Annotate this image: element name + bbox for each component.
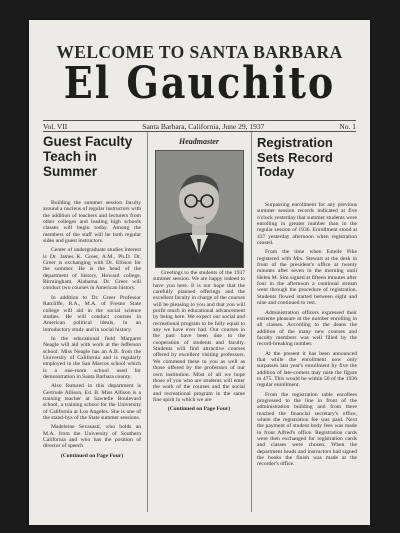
- left-paragraph: Madeleine Sevasasti, who holds an M.A. from the University of Southern California and who has the position of director of speech: [43, 424, 141, 450]
- left-headline: Guest Faculty Teach in Summer: [43, 134, 133, 179]
- volume-label: Vol. VII: [43, 122, 68, 131]
- right-headline: Registration Sets Record Today: [257, 135, 333, 179]
- left-paragraph: Building the summer session faculty around a nucleus of regular instructors with the addition of teachers and lecturers from other colleges and leading high schools classes will begin today. Among the members of the staff will be both regular sides and guest instructors.: [43, 200, 141, 245]
- right-paragraph: From the time when Estelle Pike registered with Mrs. Stewart at the desk in front of the president's office at twenty minutes after seven in the morning until Helen M. Sim signed at fifteen minutes after four in the afternoon a continual stream went through the procedure of registration. Students flowed started between eight and nine and continued to rest.: [257, 249, 357, 307]
- masthead-rule-top: [43, 120, 356, 121]
- masthead-title: El Gauchito: [63, 56, 336, 109]
- column-divider-left: [147, 132, 148, 512]
- issue-number: No. 1: [339, 122, 356, 131]
- right-paragraph: Administration officers expressed their extreme pleasure at the number enrolling in all classes. According to the deans the addition of the many new courses and faculty members was well filled by the record-breaking number.: [257, 309, 357, 348]
- right-paragraph: At the present it has been announced that while the enrollment now only surpasses last year's enrollment by five the addition of late-comers may raise the figure to 475. This would be within 50 of the 1936 regular enrollment.: [257, 350, 357, 389]
- portrait-image: [156, 151, 243, 267]
- left-paragraph: In the educational field Margaret Neagle will aid with work at the Jefferson school. Miss Neagle has an A.B. from the University of California and is regularly employed in the San Marcos school which is a one-room school used for demonstration in Santa Barbara county.: [43, 335, 141, 380]
- column-divider-right: [251, 132, 252, 512]
- dateline: [43, 122, 356, 131]
- middle-continued-note: (Continued on Page Four): [167, 406, 231, 413]
- welcome-banner: WELCOME TO SANTA BARBARA: [56, 42, 343, 62]
- newspaper-page: [29, 20, 370, 525]
- location-date: Santa Barbara, California, June 29, 1937: [142, 122, 265, 131]
- middle-paragraph: Greetings to the students of the 1937 summer session. We are happy indeed to have you here. It is our hope that the carefully planned offerings and the excellent faculty in charge of the courses will be pleasing to you and that you will profit much in educational advancement by being here. We expect our social and recreational program to be fully equal to any we have ever had. Our courses in the past have been due to the cooperation of students and faculty. Students will find attractive courses offered by excellent visiting professors. We commend these to you as well as those offered by the professors of our own institution. Most of all we hope those of you who are students will enter the work of the courses and the social and recreational program in the same fine spirit in which we are: [153, 270, 245, 403]
- left-article: [43, 200, 141, 462]
- left-paragraph: Center of undergraduate studies interest is Dr. James K. Greer, A.M., Ph.D. Dr. Greer is exchanging with Dr. Ellison for the summer. He is the head of the department of history, Howard college, Birmingham, Alabama. Dr. Greer will conduct two courses in American history.: [43, 247, 141, 292]
- masthead-rule-bottom: [43, 131, 356, 132]
- right-paragraph: From the registration table enrollees progressed to the line in front of the administration building and from there reached the financial secretary's office, where the registration fee was paid. Next the payment of student body fees was made in front Alfred's office. Registration cards were then exchanged for registration cards and classes were chosen. When the department heads and instructors had signed the books the finish was made at the recorder's office.: [257, 391, 357, 468]
- headmaster-label: Headmaster: [179, 137, 219, 146]
- left-paragraph: Also featured in this department is Gertrude Allison, Ed. B. Miss Allison is a training teacher at Sawtelle Boulevard school, a training school for the University of California at Los Angeles. She is one of the stand-bys of the State summer sessions.: [43, 383, 141, 421]
- headmaster-photo: [155, 150, 244, 268]
- left-paragraph: In addition to Dr. Greer Professor Ratcliffe, B.A., M.A. of Fresno State college will aid in the social science studies. He will conduct courses in American political ideals, in an introductory study and in social history.: [43, 294, 141, 333]
- right-paragraph: Surpassing enrollment for any previous summer session records indicated at five o'clock yesterday that summer students were enrolling in greater number than in the regular session of 1936. Enrollment stood at 437 yesterday afternoon when registration ceased.: [257, 202, 357, 247]
- left-continued-note: (Continued on Page Four): [60, 452, 124, 459]
- headmaster-greeting: [153, 270, 245, 416]
- right-article: [257, 202, 357, 471]
